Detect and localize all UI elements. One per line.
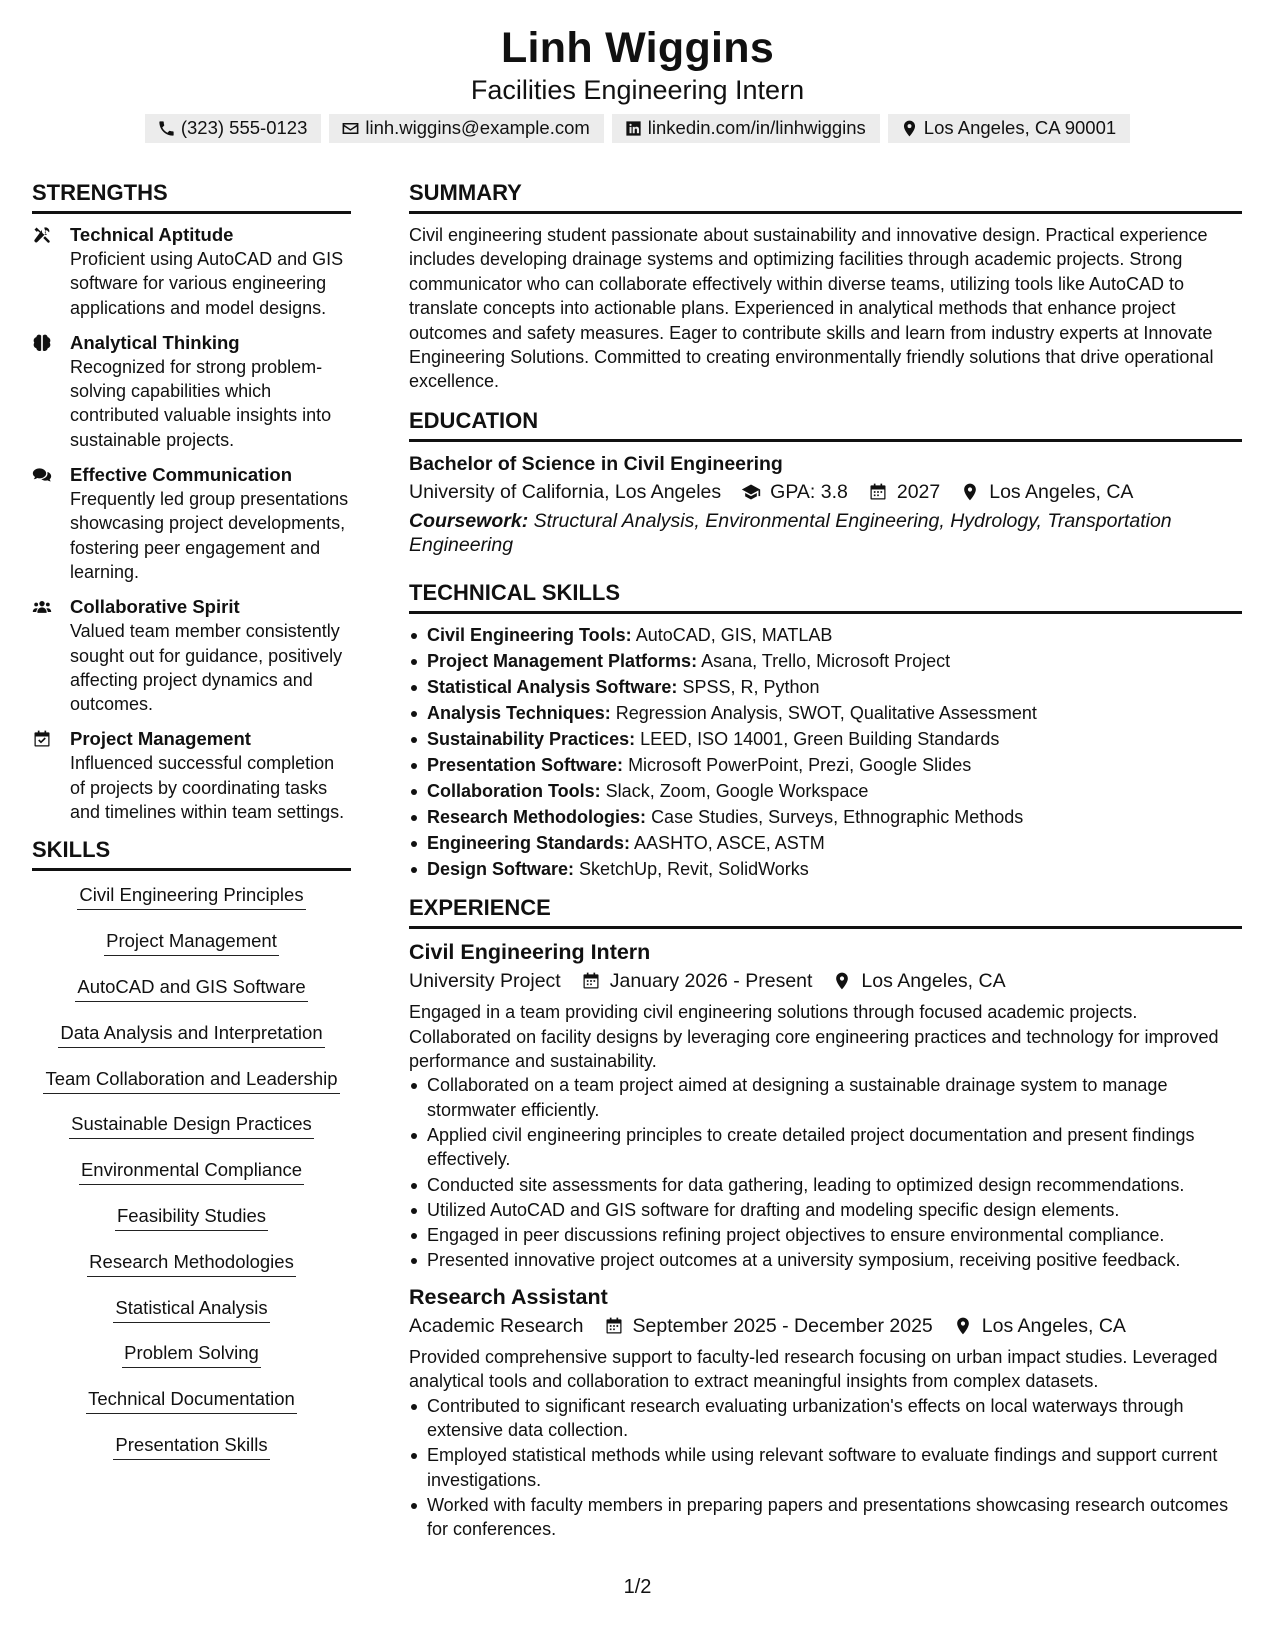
list-item xyxy=(409,727,1242,751)
map-pin-icon xyxy=(900,119,919,138)
graduation-year: 2027 xyxy=(896,480,941,503)
education-heading: EDUCATION xyxy=(409,406,1242,442)
list-item: Applied civil engineering principles to create detailed project documentation and present findings effectively. xyxy=(409,1123,1242,1172)
coursework-label: Coursework: xyxy=(409,509,529,532)
left-column xyxy=(32,178,351,1476)
candidate-title: Facilities Engineering Intern xyxy=(470,75,805,105)
list-item xyxy=(409,753,1242,777)
job-title: Civil Engineering Intern xyxy=(409,940,651,965)
contact-email[interactable] xyxy=(329,114,603,143)
job-meta xyxy=(409,1311,1242,1341)
job-summary: Engaged in a team providing civil engineering solutions through focused academic projects. Collaborated on facility designs by leveraging core engineering practices and technology for improved performance and sustainability. xyxy=(409,1002,1219,1072)
skill-tag: Problem Solving xyxy=(122,1338,261,1368)
list-item: Contributed to significant research evaluating urbanization's effects on local waterways through extensive data collection. xyxy=(409,1394,1242,1443)
job-location: Los Angeles, CA xyxy=(981,1314,1126,1337)
skill-label: Engineering Standards: xyxy=(427,832,631,853)
strength-desc: Frequently led group presentations showcasing project developments, fostering peer engagement and learning. xyxy=(70,489,349,582)
skill-tag: Environmental Compliance xyxy=(79,1155,304,1185)
map-pin-icon xyxy=(960,482,980,502)
skill-value: SketchUp, Revit, SolidWorks xyxy=(579,858,809,879)
skill-value: SPSS, R, Python xyxy=(682,676,820,697)
coursework-list: Structural Analysis, Environmental Engineering, Hydrology, Transportation Engineering xyxy=(409,509,1172,557)
job-bullets xyxy=(409,1073,1242,1272)
skills-heading: SKILLS xyxy=(32,835,351,871)
list-item xyxy=(409,805,1242,829)
summary-text: Civil engineering student passionate about sustainability and innovative design. Practical experience includes developing drainage systems and optimizing facilities through academic projects. Strong communicator who can collaborate effectively within diverse teams, utilizing tools like AutoCAD to translate concepts into actionable plans. Experienced in analytical methods that enhance project outcomes and safety measures. Eager to contribute skills and learn from industry experts at Innovate Engineering Solutions. Committed to creating environmentally friendly solutions that drive operational excellence. xyxy=(409,225,1214,392)
brain-icon xyxy=(32,333,52,353)
skill-tag: Statistical Analysis xyxy=(113,1293,269,1323)
list-item xyxy=(409,701,1242,725)
job-location: Los Angeles, CA xyxy=(861,970,1006,993)
skill-tag: Technical Documentation xyxy=(86,1384,297,1414)
skill-label: Sustainability Practices: xyxy=(427,728,636,749)
skill-value: Case Studies, Surveys, Ethnographic Methods xyxy=(651,806,1024,827)
strength-title: Analytical Thinking xyxy=(70,331,240,353)
skill-value: AASHTO, ASCE, ASTM xyxy=(634,832,825,853)
job-entry xyxy=(409,1283,1242,1542)
list-item xyxy=(409,779,1242,803)
job-org: University Project xyxy=(409,970,561,993)
job-summary: Provided comprehensive support to faculty-led research focusing on urban impact studies. Leveraged analytical tools and collaboration to extract meaningful insights from complex datasets. xyxy=(409,1346,1218,1392)
strength-desc: Influenced successful completion of projects by coordinating tasks and timelines within team settings. xyxy=(70,753,345,823)
calendar-icon xyxy=(604,1316,624,1336)
skill-tag: Sustainable Design Practices xyxy=(69,1109,314,1139)
experience-heading: EXPERIENCE xyxy=(409,893,1242,929)
strength-title: Collaborative Spirit xyxy=(70,596,240,618)
list-item xyxy=(409,623,1242,647)
phone-icon xyxy=(157,119,176,138)
skill-tag: Research Methodologies xyxy=(87,1247,296,1277)
list-item: Engaged in peer discussions refining project objectives to ensure environmental compliance. xyxy=(409,1223,1242,1247)
email-text[interactable]: linh.wiggins@example.com xyxy=(365,117,590,138)
skill-tag: Feasibility Studies xyxy=(115,1201,268,1231)
skill-tag: AutoCAD and GIS Software xyxy=(75,972,307,1002)
skill-label: Collaboration Tools: xyxy=(427,780,601,801)
list-item xyxy=(409,675,1242,699)
map-pin-icon xyxy=(953,1316,973,1336)
skill-label: Statistical Analysis Software: xyxy=(427,676,678,697)
skill-value: LEED, ISO 14001, Green Building Standards xyxy=(640,728,1000,749)
strength-item xyxy=(32,331,351,452)
skill-value: Slack, Zoom, Google Workspace xyxy=(605,780,869,801)
contact-phone xyxy=(145,114,322,143)
technical-skills-heading: TECHNICAL SKILLS xyxy=(409,578,1242,614)
job-meta xyxy=(409,966,1242,996)
strength-item xyxy=(32,595,351,716)
right-column xyxy=(409,178,1242,1542)
summary-heading: SUMMARY xyxy=(409,178,1242,214)
list-item: Collaborated on a team project aimed at designing a sustainable drainage system to manage stormwater efficiently. xyxy=(409,1073,1242,1122)
gpa-text: GPA: 3.8 xyxy=(770,480,848,503)
strength-item xyxy=(32,223,351,320)
school-name: University of California, Los Angeles xyxy=(409,480,722,503)
technical-skills-list xyxy=(409,623,1242,881)
strength-title: Technical Aptitude xyxy=(70,224,234,245)
location-text: Los Angeles, CA 90001 xyxy=(923,117,1117,138)
strength-desc: Valued team member consistently sought out for guidance, positively affecting project dynamics and outcomes. xyxy=(70,621,343,715)
list-item xyxy=(409,857,1242,881)
skill-tag: Project Management xyxy=(104,926,279,956)
skill-label: Presentation Software: xyxy=(427,754,624,775)
list-item: Utilized AutoCAD and GIS software for drafting and modeling specific design elements. xyxy=(409,1198,1242,1222)
job-org: Academic Research xyxy=(409,1314,584,1337)
job-entry xyxy=(409,938,1242,1272)
strength-item xyxy=(32,727,351,824)
list-item: Conducted site assessments for data gathering, leading to optimized design recommendations. xyxy=(409,1173,1242,1197)
list-item: Worked with faculty members in preparing papers and presentations showcasing research outcomes for conferences. xyxy=(409,1493,1242,1542)
strengths-heading: STRENGTHS xyxy=(32,178,351,214)
skill-value: Regression Analysis, SWOT, Qualitative Assessment xyxy=(615,702,1037,723)
list-item xyxy=(409,649,1242,673)
skill-label: Analysis Techniques: xyxy=(427,702,611,723)
candidate-name: Linh Wiggins xyxy=(500,24,775,72)
job-dates: January 2026 - Present xyxy=(609,970,813,993)
degree-title: Bachelor of Science in Civil Engineering xyxy=(409,452,783,475)
skill-label: Project Management Platforms: xyxy=(427,650,698,671)
skill-tag: Presentation Skills xyxy=(113,1430,269,1460)
linkedin-icon xyxy=(624,119,643,138)
contact-bar xyxy=(0,114,1275,143)
strength-title: Project Management xyxy=(70,728,251,750)
map-pin-icon xyxy=(832,971,852,991)
contact-linkedin[interactable] xyxy=(612,114,880,143)
comments-icon xyxy=(32,465,52,485)
skill-label: Research Methodologies: xyxy=(427,806,647,827)
skill-value: Microsoft PowerPoint, Prezi, Google Slides xyxy=(628,754,972,775)
calendar-check-icon xyxy=(32,729,52,749)
strength-title: Effective Communication xyxy=(70,464,293,486)
graduation-cap-icon xyxy=(741,482,761,502)
job-dates: September 2025 - December 2025 xyxy=(632,1314,933,1337)
coursework xyxy=(409,509,1242,558)
education-meta xyxy=(409,477,1242,507)
list-item: Presented innovative project outcomes at a university symposium, receiving positive feedback. xyxy=(409,1248,1242,1272)
strength-desc: Recognized for strong problem-solving capabilities which contributed valuable insights into sustainable projects. xyxy=(70,356,332,450)
calendar-icon xyxy=(581,971,601,991)
page-number: 1/2 xyxy=(623,1576,652,1598)
skills-list xyxy=(32,880,351,1475)
list-item: Employed statistical methods while using relevant software to evaluate findings and support current investigations. xyxy=(409,1443,1242,1492)
strength-desc: Proficient using AutoCAD and GIS software for various engineering applications and model designs. xyxy=(70,249,344,318)
school-location: Los Angeles, CA xyxy=(989,480,1134,503)
strength-item xyxy=(32,463,351,584)
linkedin-text[interactable]: linkedin.com/in/linhwiggins xyxy=(647,117,866,138)
skill-tag: Data Analysis and Interpretation xyxy=(58,1018,324,1048)
job-bullets xyxy=(409,1394,1242,1542)
contact-location xyxy=(888,114,1130,143)
calendar-icon xyxy=(868,482,888,502)
job-title: Research Assistant xyxy=(409,1284,608,1309)
skill-tag: Civil Engineering Principles xyxy=(77,880,305,910)
skill-tag: Team Collaboration and Leadership xyxy=(43,1064,339,1094)
skill-value: Asana, Trello, Microsoft Project xyxy=(701,650,951,671)
skill-value: AutoCAD, GIS, MATLAB xyxy=(635,624,833,645)
skill-label: Design Software: xyxy=(427,858,575,879)
phone-text: (323) 555-0123 xyxy=(180,117,308,138)
envelope-icon xyxy=(341,119,360,138)
users-icon xyxy=(32,597,52,617)
resume-header xyxy=(0,22,1275,143)
tools-icon xyxy=(32,225,52,245)
list-item xyxy=(409,831,1242,855)
skill-label: Civil Engineering Tools: xyxy=(427,624,632,645)
